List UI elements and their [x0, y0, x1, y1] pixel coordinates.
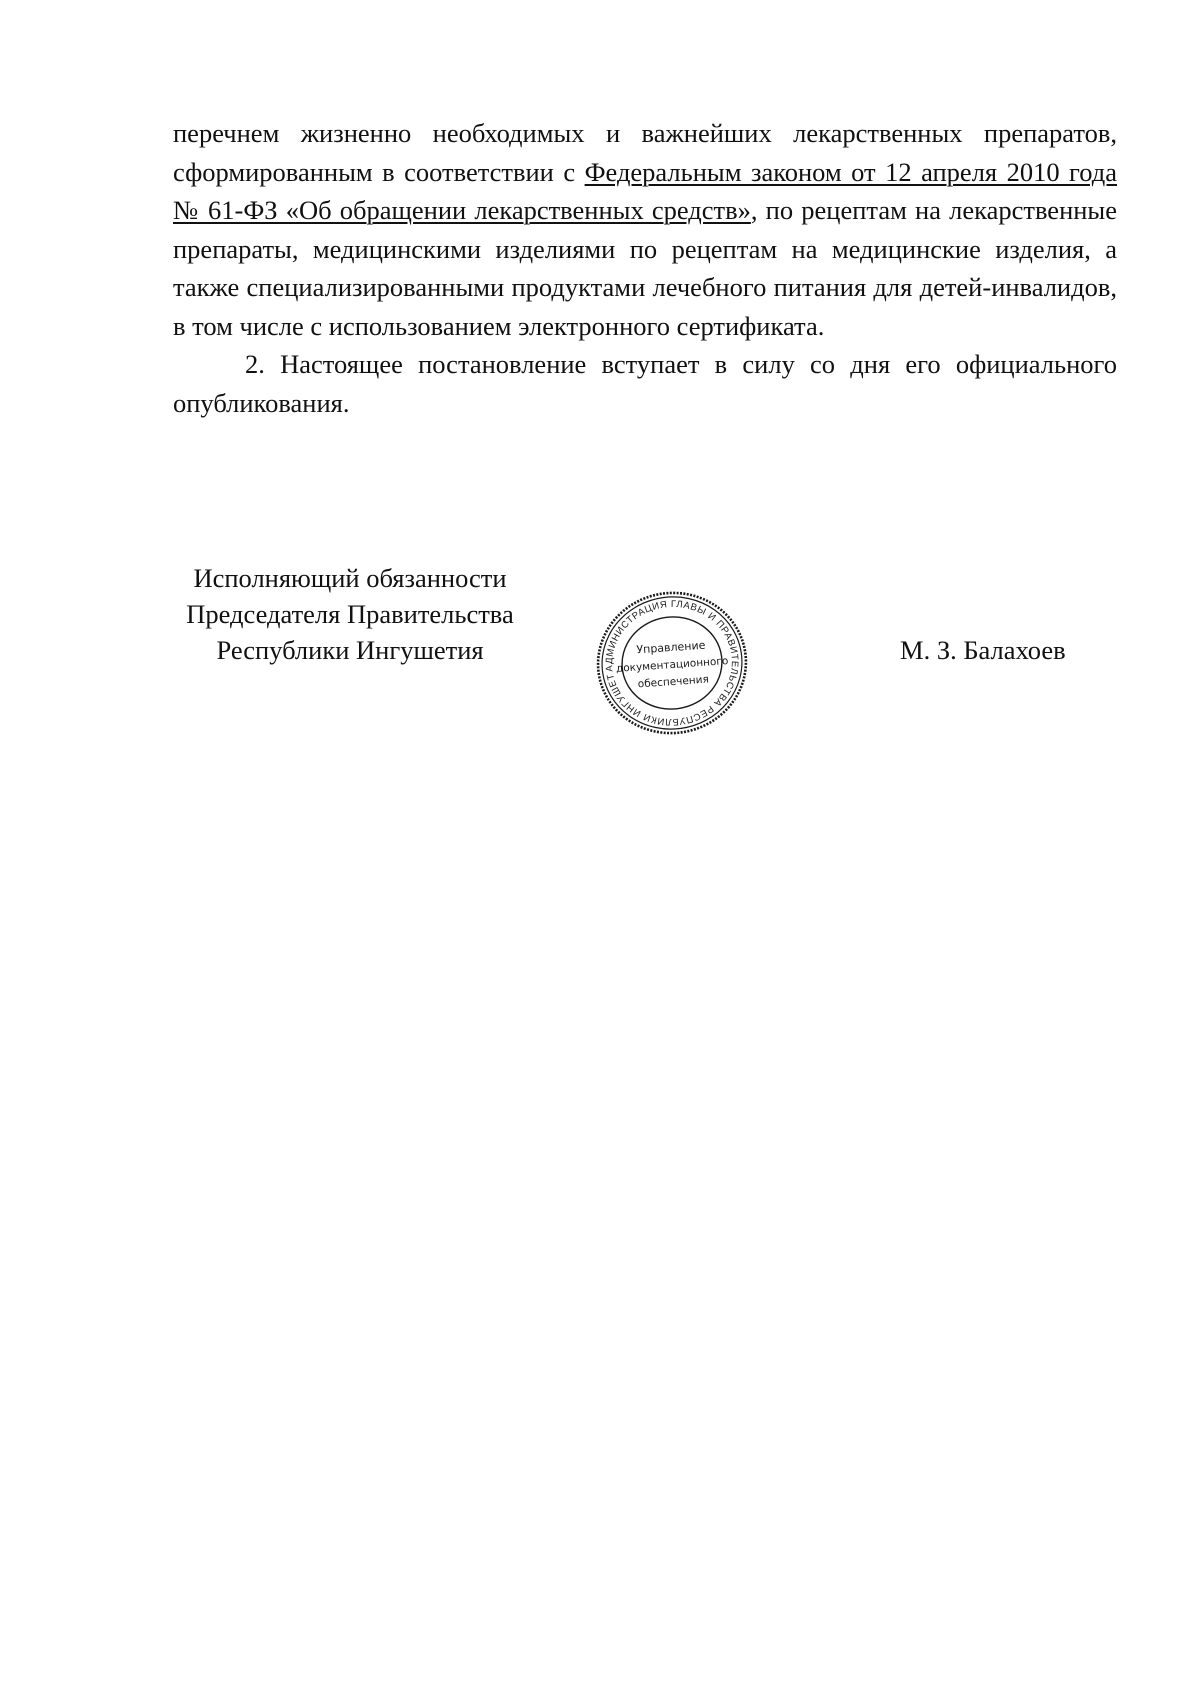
- signatory-title-line-3: Республики Ингушетия: [216, 635, 484, 665]
- signatory-name: М. З. Балахоев: [900, 635, 1066, 665]
- paragraph-text-before-link: перечнем жизненно необходимых и важнейших лекарственных препаратов, сформированным в соответствии с: [173, 118, 1117, 187]
- document-body: [173, 114, 1117, 422]
- official-seal-stamp: [592, 588, 752, 738]
- seal-ring-text: АДМИНИСТРАЦИЯ ГЛАВЫ И ПРАВИТЕЛЬСТВА РЕСПУБЛИКИ ИНГУШЕТИЯ: [603, 598, 741, 728]
- seal-center-line-2: документационного: [615, 655, 729, 675]
- signatory-title-line-1: Исполняющий обязанности: [193, 563, 507, 593]
- signatory-title-line-2: Председателя Правительства: [186, 599, 514, 629]
- paragraph-effective-date: 2. Настоящее постановление вступает в силу со дня его официального опубликования.: [173, 349, 1117, 418]
- paragraph-continuation: [173, 114, 1117, 345]
- federal-law-link[interactable]: Федеральным законом от 12 апреля 2010 года № 61-ФЗ «Об обращении лекарственных средств»: [173, 156, 1117, 225]
- signatory-title: [160, 560, 540, 668]
- seal-center-line-3: обеспечения: [637, 673, 710, 691]
- seal-center-line-1: Управление: [636, 638, 706, 657]
- paragraph-text-after-link: , по рецептам на лекарственные препараты, медицинскими изделиями по рецептам на медицинские изделия, а также специализированными продуктами лечебного питания для детей-инвалидов, в том числе с использованием электронного сертификата.: [173, 195, 1117, 341]
